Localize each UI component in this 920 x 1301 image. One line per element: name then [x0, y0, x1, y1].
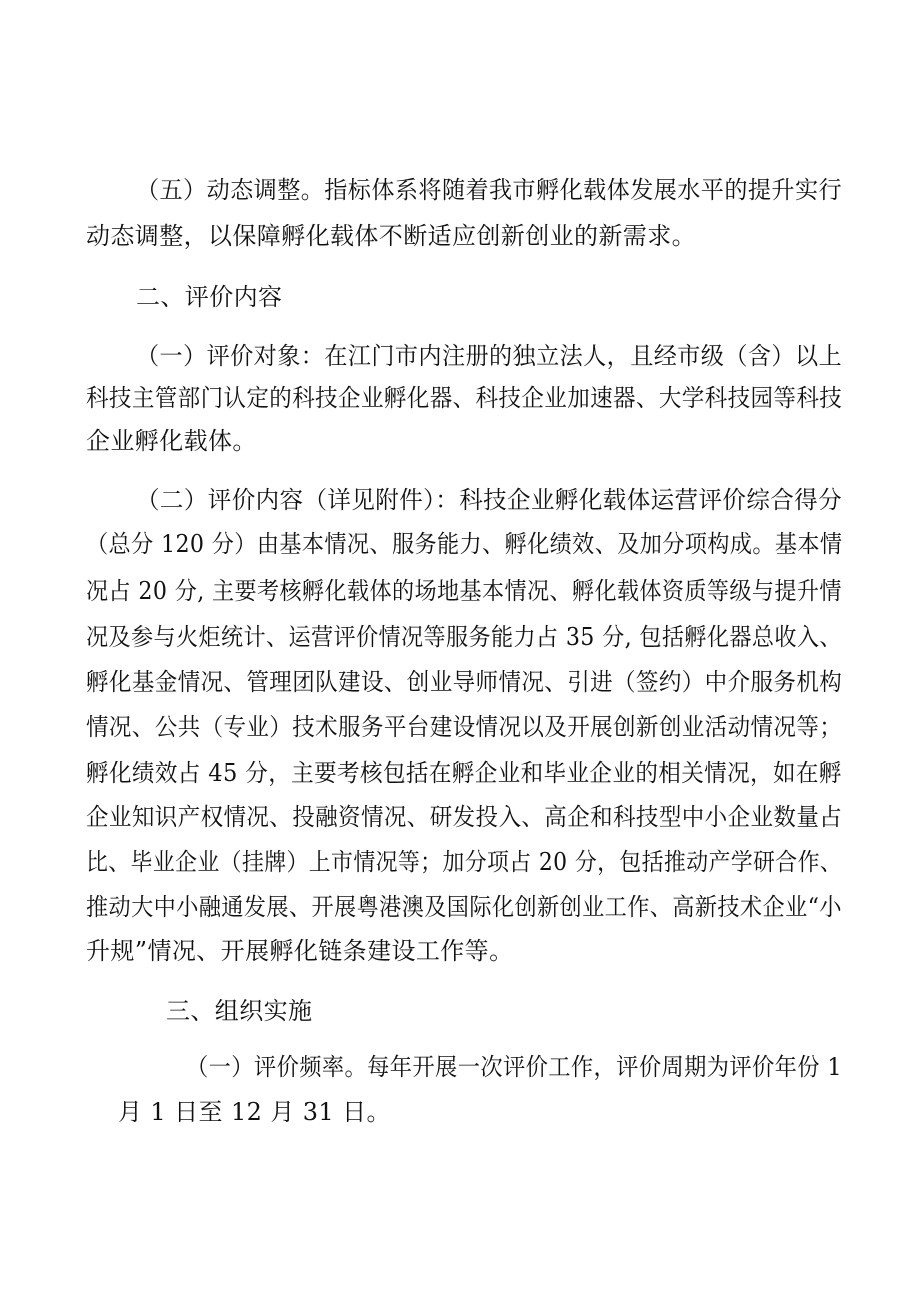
- paragraph-evaluation-content-line-2: （总分 120 分）由基本情况、服务能力、孵化绩效、及加分项构成。基本情: [86, 530, 843, 558]
- paragraph-dynamic-adjustment-line-2: 动态调整，以保障孵化载体不断适应创新创业的新需求。: [86, 222, 696, 250]
- paragraph-dynamic-adjustment-line-1: （五）动态调整。指标体系将随着我市孵化载体发展水平的提升实行: [136, 176, 843, 204]
- paragraph-evaluation-content-line-7: 孵化绩效占 45 分，主要考核包括在孵企业和毕业企业的相关情况，如在孵: [86, 759, 842, 787]
- paragraph-evaluation-content-line-3: 况占 20 分, 主要考核孵化载体的场地基本情况、孵化载体资质等级与提升情: [86, 577, 842, 605]
- paragraph-evaluation-content-line-8: 企业知识产权情况、投融资情况、研发投入、高企和科技型中小企业数量占: [86, 803, 843, 831]
- paragraph-evaluation-content-line-11: 升规”情况、开展孵化链条建设工作等。: [86, 937, 514, 965]
- paragraph-evaluation-content-line-5: 孵化基金情况、管理团队建设、创业导师情况、引进（签约）中介服务机构: [86, 668, 843, 696]
- paragraph-evaluation-content-line-9: 比、毕业企业（挂牌）上市情况等；加分项占 20 分，包括推动产学研合作、: [86, 848, 843, 876]
- section-heading-organization: 三、组织实施: [166, 997, 313, 1025]
- paragraph-evaluation-content-line-10: 推动大中小融通发展、开展粤港澳及国际化创新创业工作、高新技术企业“小: [86, 893, 842, 921]
- paragraph-evaluation-object-line-3: 企业孵化载体。: [86, 427, 257, 455]
- paragraph-evaluation-frequency-line-1: （一）评价频率。每年开展一次评价工作，评价周期为评价年份 1: [186, 1053, 842, 1081]
- paragraph-evaluation-content-line-6: 情况、公共（专业）技术服务平台建设情况以及开展创新创业活动情况等；: [86, 713, 843, 741]
- paragraph-evaluation-object-line-2: 科技主管部门认定的科技企业孵化器、科技企业加速器、大学科技园等科技: [86, 384, 843, 412]
- paragraph-evaluation-frequency-line-2: 月 1 日至 12 月 31 日。: [118, 1098, 391, 1126]
- section-heading-evaluation-content: 二、评价内容: [136, 283, 283, 311]
- paragraph-evaluation-object-line-1: （一）评价对象：在江门市内注册的独立法人，且经市级（含）以上: [136, 342, 843, 370]
- paragraph-evaluation-content-line-1: （二）评价内容（详见附件）：科技企业孵化载体运营评价综合得分: [136, 486, 843, 514]
- paragraph-evaluation-content-line-4: 况及参与火炬统计、运营评价情况等服务能力占 35 分, 包括孵化器总收入、: [86, 623, 842, 651]
